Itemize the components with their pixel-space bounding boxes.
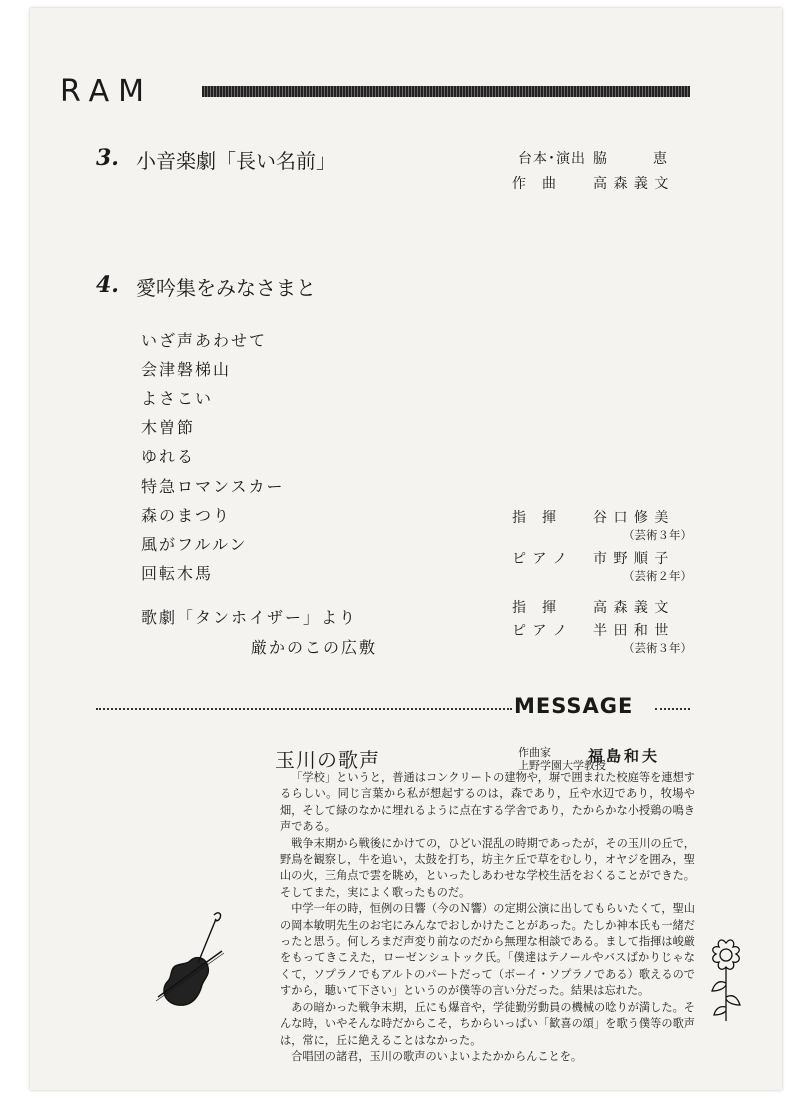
opera-aria: 厳かのこの広敷 xyxy=(251,638,378,657)
section-label: RAM xyxy=(60,74,154,109)
item-title: 小音楽劇「長い名前」 xyxy=(136,149,336,173)
song-item: 木曽節 xyxy=(141,418,196,437)
performer-note: （芸術３年） xyxy=(623,528,692,542)
violin-icon xyxy=(150,905,230,1015)
song-item: 特急ロマンスカー xyxy=(141,477,285,496)
message-rule-end xyxy=(655,708,690,710)
song-item: 会津磐梯山 xyxy=(141,360,232,379)
performer-note: （芸術２年） xyxy=(623,569,692,583)
performer-role: 指 揮 xyxy=(512,600,557,616)
credit-role: 台本･演出 xyxy=(518,151,586,167)
item-title: 愛吟集をみなさまと xyxy=(136,276,316,300)
flower-icon xyxy=(706,935,746,1025)
performer-name: 市 野 順 子 xyxy=(593,551,670,567)
article-paragraph: 戦争末期から戦後にかけての，ひどい混乱の時期であったが，その玉川の丘で，野鳥を観察し，牛を追い，太鼓を打ち，坊主ケ丘で草をむしり，オヤジを囲み，聖山の火，三角点で雲を眺め，といったしあわせな学校生活をおくることができた。そしてまた，実によく歌ったものだ。 xyxy=(280,836,695,899)
performer-name: 高 森 義 文 xyxy=(593,600,670,616)
credit-role: 作 曲 xyxy=(512,176,557,192)
author-role-line: 作曲家 xyxy=(518,746,551,759)
song-item: 風がフルルン xyxy=(141,535,248,554)
song-item: ゆれる xyxy=(141,447,196,466)
opera-line: 歌劇「タンホイザー」より xyxy=(141,608,358,627)
article-title: 玉川の歌声 xyxy=(275,748,380,772)
credit-name: 高 森 義 文 xyxy=(593,176,670,192)
article-body xyxy=(280,770,695,1065)
item-number: 4. xyxy=(96,272,119,298)
message-heading: MESSAGE xyxy=(514,694,634,718)
song-item: 森のまつり xyxy=(141,506,232,525)
performer-name: 半 田 和 世 xyxy=(593,623,670,639)
article-paragraph: 合唱団の諸君，玉川の歌声のいよいよたかからんことを。 xyxy=(291,1049,583,1063)
song-item: 回転木馬 xyxy=(141,564,214,583)
credit-name: 脇 恵 xyxy=(593,151,668,167)
article-paragraph: 「学校」というと，普通はコンクリートの建物や，塀で囲まれた校庭等を連想するらしい。同じ言葉から私が想起するのは，森であり，丘や水辺であり，牧場や畑，そして緑のなかに埋れるように点在する学舎であり，たからかな小授鶏の鳴き声である。 xyxy=(280,771,695,834)
performer-role: ピ ア ノ xyxy=(512,623,568,639)
performer-note: （芸術３年） xyxy=(623,641,692,655)
message-rule xyxy=(96,708,512,710)
header-rule xyxy=(202,86,690,97)
song-item: いざ声あわせて xyxy=(141,331,268,350)
performer-role: 指 揮 xyxy=(512,510,557,526)
item-number: 3. xyxy=(96,145,119,171)
performer-name: 谷 口 修 美 xyxy=(593,510,670,526)
article-paragraph: あの暗かった戦争末期，丘にも爆音や，学徒勤労動員の機械の唸りが満した。そんな時，いやそんな時だからこそ，ちからいっぱい「歓喜の頌」を歌う僕等の歌声は，常に，丘に絶えることはなかった。 xyxy=(280,1000,695,1047)
song-item: よさこい xyxy=(141,389,214,408)
article-paragraph: 中学一年の時，恒例の日響（今のＮ響）の定期公演に出してもらいたくて，聖山の岡本敏明先生のお宅にみんなでおしかけたことがあった。たしか神本氏も一緒だったと思う。何しろまだ声変り前なのだから無理な相談である。まして指揮は峻厳をもってきこえた，ローゼンシュトック氏。「僕達はテノールやバスばかりじゃなくて，ソプラノでもアルトのパートだって（ボーイ・ソプラノである）歌えるのですから，聴いて下さい」というのが僕等の言い分だった。結果は忘れた。 xyxy=(280,902,695,998)
performer-role: ピ ア ノ xyxy=(512,551,568,567)
author-role-line: 上野学園大学教授 xyxy=(518,759,606,772)
author-name: 福島和夫 xyxy=(588,747,661,765)
